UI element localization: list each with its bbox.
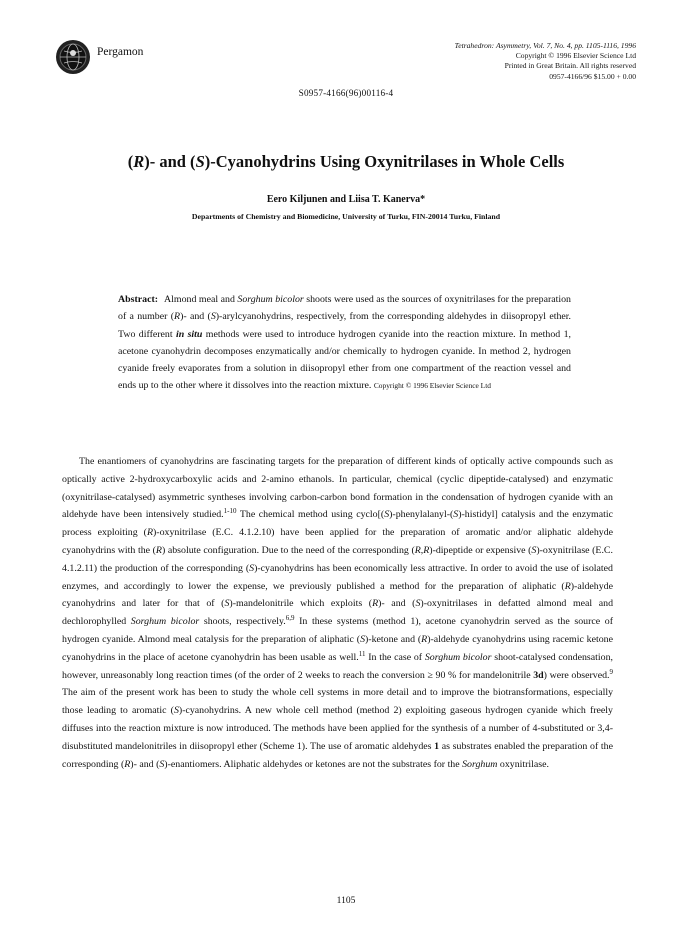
reference-citation: 11 [358, 649, 366, 658]
authors: Eero Kiljunen and Liisa T. Kanerva* [266, 194, 426, 205]
pergamon-logo-icon [56, 40, 90, 74]
introduction-paragraph: The enantiomers of cyanohydrins are fascinating targets for the preparation of different kinds of optically active compounds such as optically active 2-hydroxycarboxylic acids and 2-amino ethanols. In particular, chemical (cyclic dipeptide-catalysed) and enzymatic (oxynitrilase-catalysed) asymmetric syntheses involving carbon-carbon bond formation in the condensation of hydrogen cyanide with an aldehyde have been intensively studied.$^{1-10}$ The chemical method using cyclo[(S)-phenylalanyl-(S)-histidyl] catalysis and the enzymatic process exploiting (R)-oxynitrilase (E.C. 4.1.2.10) have been applied for the preparation of aromatic and/or aliphatic aldehyde cyanohydrins with the (R) absolute configuration. Due to the need of the corresponding (R,R)-dipeptide or expensive (S)-oxynitrilase (E.C. 4.1.2.11) the production of the corresponding (S)-cyanohydrins has been economically less attractive. In order to avoid the use of isolated enzymes, and accordingly to lower the expense, we previously published a method for the preparation of aliphatic (R)-aldehyde cyanohydrins and later for that of (S)-mandelonitrile which exploits (R)- and (S)-oxynitrilases in defatted almond meal and dechlorophylled Sorghum bicolor shoots, respectively.$^{6,9}$ In these systems (method 1), acetone cyanohydrin served as the source of hydrogen cyanide. Almond meal catalysis for the preparation of aliphatic (S)-ketone and (R)-aldehyde cyanohydrins using racemic ketone cyanohydrins in the place of acetone cyanohydrin has been usable as well.$^{11}$ In the case of Sorghum bicolor shoot-catalysed condensation, however, unreasonably long reaction times (of the order of 2 weeks to reach the conversion ≥ 90 % for mandelonitrile 3d) were observed.$^9$ The aim of the present work has been to study the whole cell systems in more detail and to improve the biotransformations, especially those leading to aromatic (S)-cyanohydrins. A new whole cell method (method 2) exploiting gaseous hydrogen cyanide which freely diffuses into the reaction mixture is now introduced. The methods have been applied for the synthesis of a number of 4-substituted or 3,4-disubstituted mandelonitriles in diisopropyl ether (Scheme 1). The use of aromatic aldehydes 1 as substrates enabled the preparation of the corresponding (R)- and (S)-enantiomers. Aliphatic aldehydes or ketones are not the substrates for the Sorghum oxynitrilase. [62, 456, 614, 770]
page-number: 1105 [336, 896, 356, 906]
paper-title: (R)- and (S)-Cyanohydrins Using Oxynitrilases in Whole Cells [127, 152, 565, 171]
globe-emblem-icon [58, 42, 88, 72]
abstract-copyright: Copyright © 1996 Elsevier Science Ltd [373, 381, 491, 391]
affiliation: Departments of Chemistry and Biomedicine, University of Turku, FIN-20014 Turku, Finland [191, 212, 501, 221]
reference-citation: 6,9 [285, 614, 295, 623]
reference-citation: 1-10 [223, 507, 237, 516]
abstract-label: Abstract: [118, 294, 159, 305]
copyright-line: Copyright © 1996 Elsevier Science Ltd [515, 51, 636, 61]
journal-info [455, 41, 636, 82]
printed-line: Printed in Great Britain. All rights reserved [504, 61, 636, 71]
reference-citation: 9 [609, 667, 614, 676]
price-line: 0957-4166/96 $15.00 + 0.00 [549, 71, 636, 81]
abstract: Abstract: Almond meal and Sorghum bicolor shoots were used as the sources of oxynitrilases for the preparation of a number (R)- and (S)-arylcyanohydrins, respectively, from the corresponding aldehydes in diisopropyl ether. Two different in situ methods were used to introduce hydrogen cyanide into the reaction mixture. In method 1, acetone cyanohydrin decomposes enzymatically and/or chemically to hydrogen cyanide. In method 2, hydrogen cyanide freely evaporates from a solution in diisopropyl ether from one compartment of the reaction vessel and ends up to the other where it dissolves into the reaction mixture. Copyright © 1996 Elsevier Science Ltd [118, 294, 572, 392]
doi-identifier: S0957-4166(96)00116-4 [298, 88, 394, 98]
publisher-name: Pergamon [97, 46, 144, 58]
journal-citation: Tetrahedron: Asymmetry, Vol. 7, No. 4, pp. 1105-1116, 1996 [454, 41, 636, 50]
